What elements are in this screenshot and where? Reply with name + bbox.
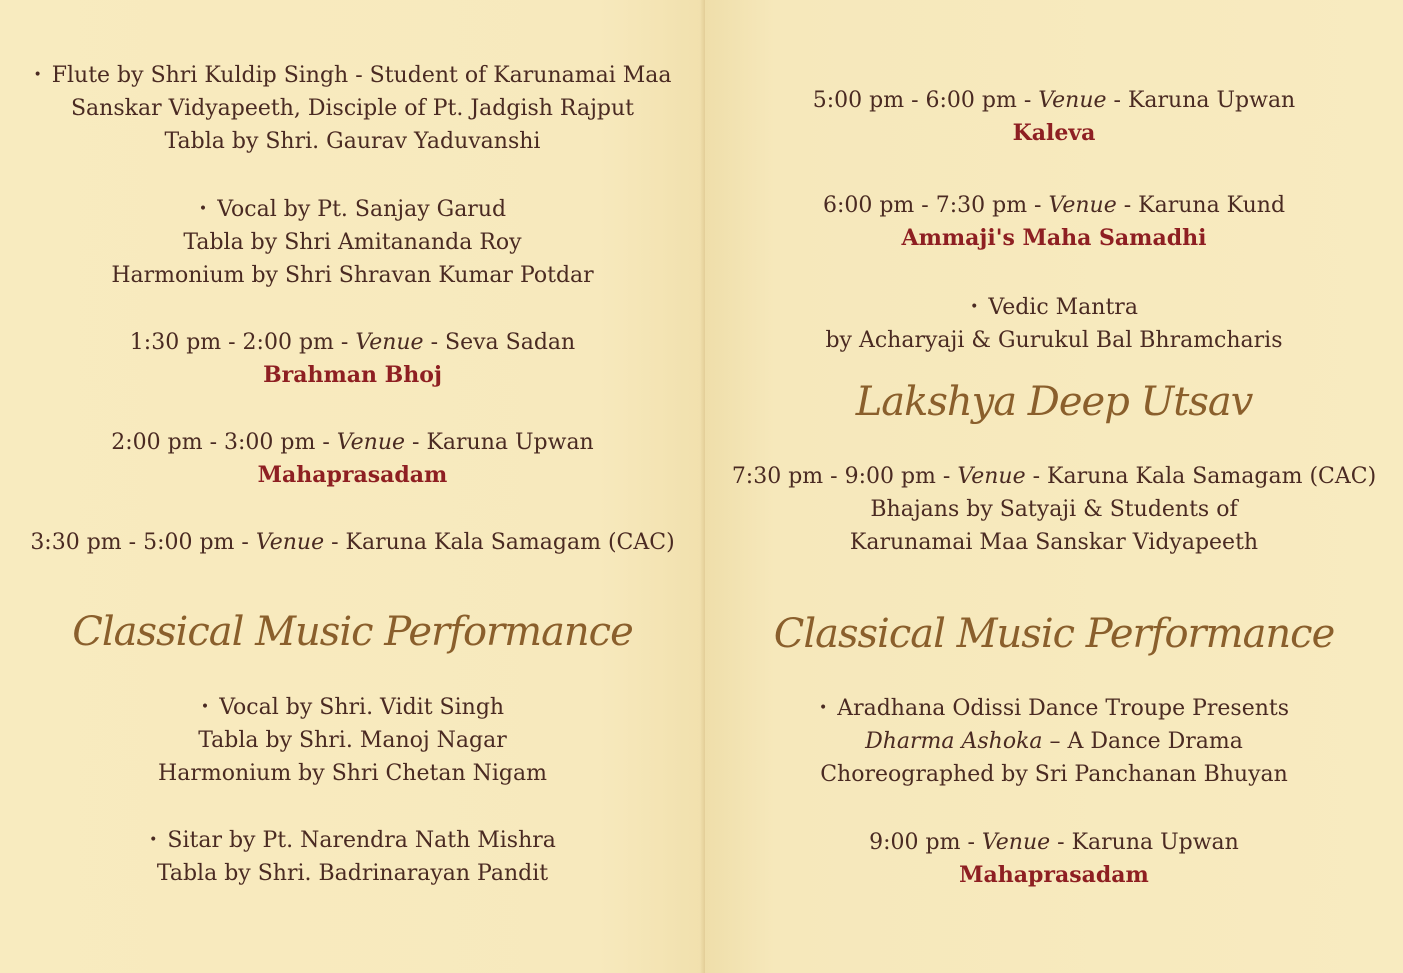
bhajans-block [705,460,1403,559]
sitar-line-1: • Sitar by Pt. Narendra Nath Mishra [0,824,705,857]
final-prasadam-block [705,826,1403,892]
vedic-mantra-block [705,291,1403,357]
venue-label: Venue [336,430,406,455]
vocal-line-2: Tabla by Shri Amitananda Roy [183,230,522,255]
flute-line-3: Tabla by Shri. Gaurav Yaduvanshi [164,129,541,154]
flute-line-1: • Flute by Shri Kuldip Singh - Student of Karunamai Maa [0,59,705,92]
event-title: Ammaji's Maha Samadhi [901,225,1207,251]
vocal-garud-block [0,193,705,292]
vocal-vidit-block [0,691,705,790]
bullet-icon: • [818,700,828,716]
lakshya-deep-heading: Lakshya Deep Utsav [855,379,1253,425]
mantra-line-2: by Acharyaji & Gurukul Bal Bhramcharis [825,328,1283,353]
schedule-line: 6:00 pm - 7:30 pm - Venue - Karuna Kund [822,193,1286,218]
venue-label: Venue [957,464,1026,489]
event-title: Kaleva [1012,120,1096,146]
schedule-line: 1:30 pm - 2:00 pm - Venue - Seva Sadan [129,330,576,355]
event-title: Mahaprasadam [257,462,448,488]
mahaprasadam-block [0,426,705,492]
time-range: 6:00 pm - 7:30 pm [822,193,1028,218]
samadhi-block [705,189,1403,255]
bullet-icon: • [200,699,210,715]
schedule-line: 7:30 pm - 9:00 pm - Venue - Karuna Kala Samagam (CAC) [731,464,1377,489]
classical-music-heading: Classical Music Performance [72,609,633,655]
venue-place: Karuna Upwan [1071,830,1239,855]
time-range: 5:00 pm - 6:00 pm [812,88,1017,113]
dance-drama-block [705,692,1403,791]
flute-line-2: Sanskar Vidyapeeth, Disciple of Pt. Jadgish Rajput [70,96,635,121]
classical-music-heading: Classical Music Performance [773,611,1335,657]
drama-title: Dharma Ashoka [865,729,1043,754]
bhajans-line-3: Karunamai Maa Sanskar Vidyapeeth [849,530,1259,555]
bullet-icon: • [198,201,208,217]
bullet-icon: • [149,832,158,848]
flute-performance-block [0,59,705,158]
dance-line-3: Choreographed by Sri Panchanan Bhuyan [820,762,1288,787]
section-heading [0,606,705,658]
vocal2-line-3: Harmonium by Shri Chetan Nigam [158,761,547,786]
sitar-block [0,824,705,890]
venue-place: Karuna Upwan [426,430,594,455]
bullet-icon: • [33,67,42,83]
vocal-line-1: • Vocal by Pt. Sanjay Garud [0,193,705,226]
kaleva-block [705,84,1403,150]
event-title: Brahman Bhoj [263,362,442,388]
right-page [705,0,1403,973]
sitar-line-2: Tabla by Shri. Badrinarayan Pandit [156,861,549,886]
venue-label: Venue [1048,193,1117,218]
venue-place: Karuna Kala Samagam (CAC) [345,530,675,555]
time-range: 2:00 pm - 3:00 pm [111,430,316,455]
bullet-icon: • [970,299,979,315]
venue-place: Karuna Kala Samagam (CAC) [1047,464,1377,489]
time-range: 7:30 pm - 9:00 pm [731,464,936,489]
dance-line-1: • Aradhana Odissi Dance Troupe Presents [705,692,1403,725]
vocal2-line-1: • Vocal by Shri. Vidit Singh [0,691,705,724]
time-range: 3:30 pm - 5:00 pm [30,530,235,555]
event-title: Mahaprasadam [959,862,1149,888]
mantra-line-1: • Vedic Mantra [705,291,1403,324]
vocal2-line-2: Tabla by Shri. Manoj Nagar [198,728,507,753]
time-range: 9:00 pm [869,830,961,855]
section-heading [705,608,1403,660]
bhajans-line-2: Bhajans by Satyaji & Students of [870,497,1238,522]
schedule-line: 3:30 pm - 5:00 pm - Venue - Karuna Kala Samagam (CAC) [30,530,675,555]
schedule-line: 9:00 pm - Venue - Karuna Upwan [869,830,1239,855]
venue-place: Karuna Kund [1138,193,1286,218]
venue-label: Venue [355,330,424,355]
venue-label: Venue [981,830,1051,855]
vocal-line-3: Harmonium by Shri Shravan Kumar Potdar [111,263,594,288]
venue-label: Venue [1038,88,1107,113]
time-range: 1:30 pm - 2:00 pm [129,330,334,355]
venue-place: Karuna Upwan [1127,88,1296,113]
venue-label: Venue [255,530,325,555]
schedule-line: 2:00 pm - 3:00 pm - Venue - Karuna Upwan [111,430,594,455]
section-heading [705,376,1403,428]
schedule-line: 5:00 pm - 6:00 pm - Venue - Karuna Upwan [812,88,1296,113]
dance-line-2: Dharma Ashoka – A Dance Drama [865,729,1243,754]
brahman-bhoj-block [0,326,705,392]
cac-schedule-block [0,526,705,559]
venue-place: Seva Sadan [445,330,576,355]
